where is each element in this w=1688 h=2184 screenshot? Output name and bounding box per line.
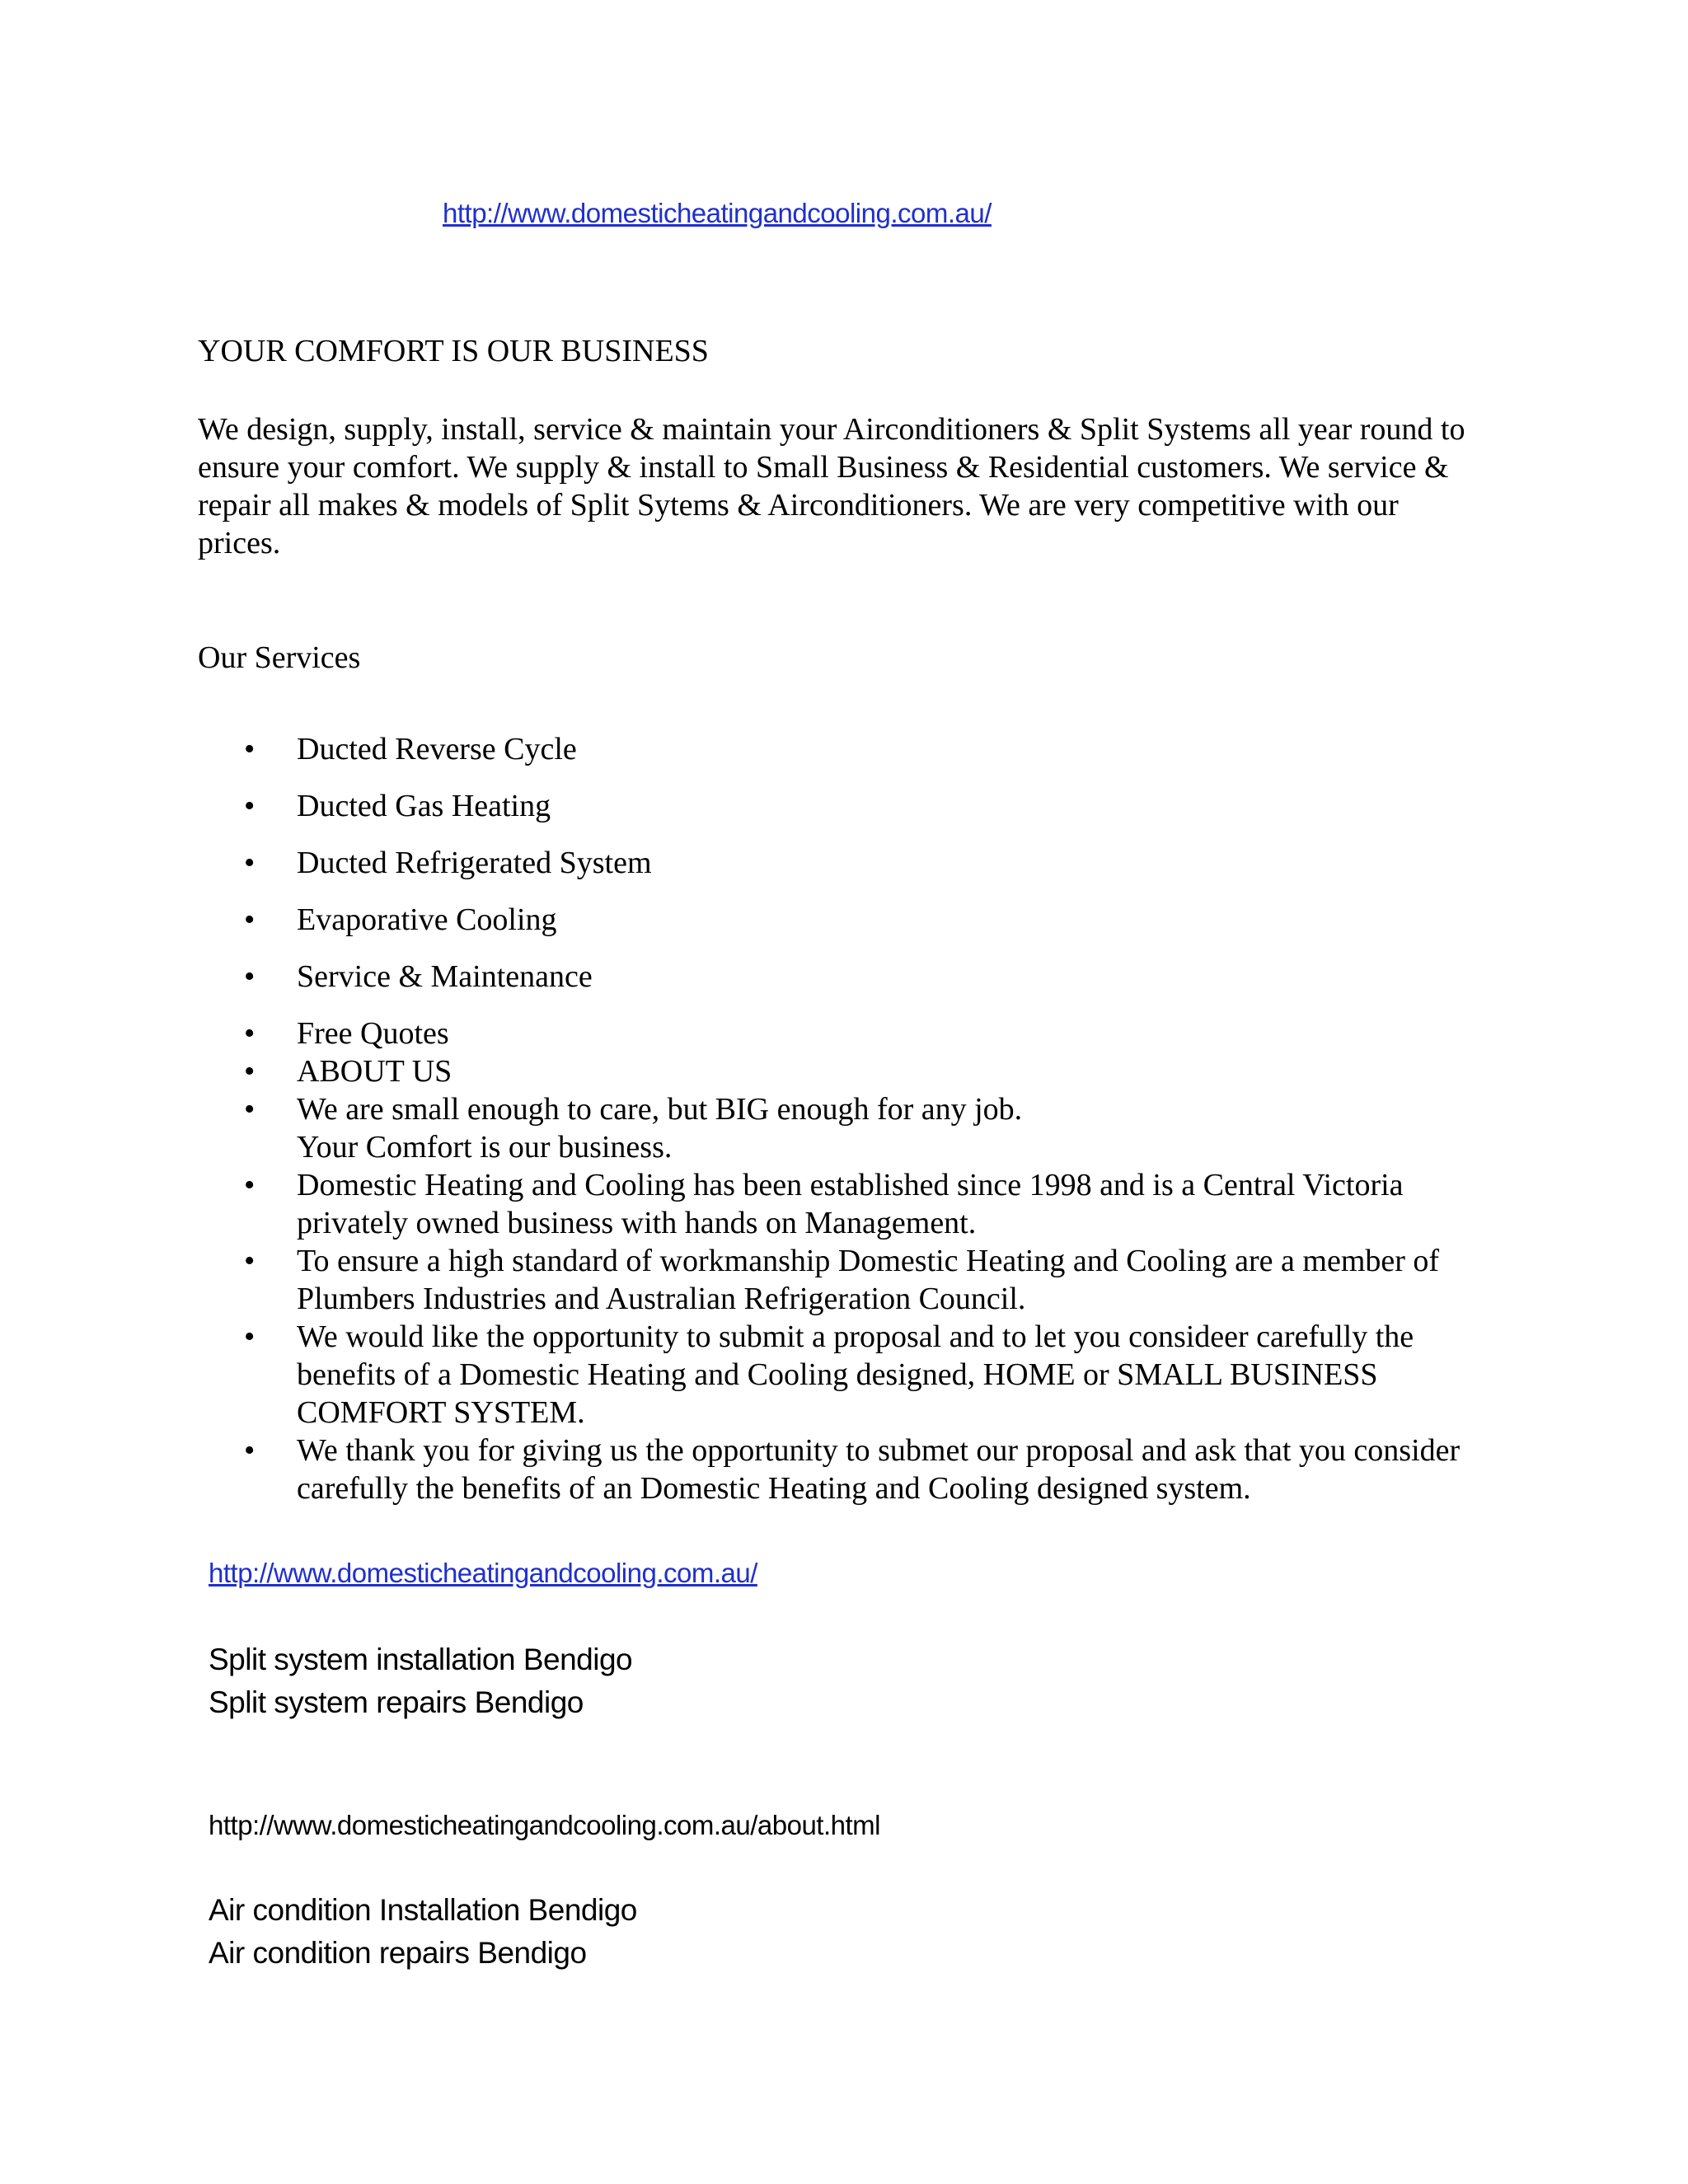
list-item — [198, 787, 1517, 825]
list-item — [198, 958, 1517, 996]
list-item-text: ABOUT US — [297, 1054, 452, 1089]
list-item-text: To ensure a high standard of workmanship Domestic Heating and Cooling are a member of Plumbers Industries and Australian Refrigeration Council. — [297, 1244, 1440, 1316]
bottom-website-link[interactable]: http://www.domesticheatingandcooling.com.au/ — [209, 1558, 757, 1588]
list-item-text: Ducted Gas Heating — [297, 789, 551, 823]
list-item-text: We would like the opportunity to submit a proposal and to let you consideer carefully the benefits of a Domestic Heating and Cooling designed, HOME or SMALL BUSINESS COMFORT SYSTEM. — [297, 1319, 1414, 1430]
list-item — [198, 901, 1517, 939]
list-item-text: Domestic Heating and Cooling has been established since 1998 and is a Central Victoria privately owned business with hands on Management. — [297, 1168, 1404, 1240]
list-item-text: Service & Maintenance — [297, 959, 593, 994]
services-heading: Our Services — [198, 640, 361, 675]
keyword-line: Split system repairs Bendigo — [209, 1685, 584, 1719]
list-item — [198, 1015, 1517, 1052]
split-keywords — [209, 1638, 632, 1724]
list-item — [198, 1432, 1517, 1507]
top-website-link[interactable]: http://www.domesticheatingandcooling.com.au/ — [443, 198, 992, 228]
about-url-text: http://www.domesticheatingandcooling.com.au/about.html — [209, 1810, 880, 1840]
air-keywords — [209, 1889, 637, 1975]
list-item — [198, 1166, 1517, 1242]
list-item-text: Ducted Reverse Cycle — [297, 732, 577, 766]
intro-paragraph: We design, supply, install, service & maintain your Airconditioners & Split Systems all year round to ensure your comfort. We supply & install to Small Business & Residential customers. We service & repair all makes & models of Split Sytems & Airconditioners. We are very competitive with our prices. — [198, 412, 1465, 560]
services-list — [198, 730, 1517, 1507]
list-item-text: Free Quotes — [297, 1016, 449, 1051]
comfort-line: Your Comfort is our business. — [297, 1130, 673, 1165]
list-item — [198, 1242, 1517, 1318]
keyword-line: Air condition repairs Bendigo — [209, 1936, 587, 1970]
list-item — [198, 1052, 1517, 1090]
list-item-text: We thank you for giving us the opportunity to submet our proposal and ask that you consider carefully the benefits of an Domestic Heating and Cooling designed system. — [297, 1433, 1461, 1506]
care-line: • We are small enough to care, but BIG enough for any job. — [297, 1092, 1023, 1127]
keyword-line: Split system installation Bendigo — [209, 1643, 633, 1676]
list-item-text: Evaporative Cooling — [297, 902, 557, 937]
keyword-line: Air condition Installation Bendigo — [209, 1893, 637, 1927]
list-item — [198, 1090, 1517, 1166]
list-item — [198, 1318, 1517, 1432]
headline: YOUR COMFORT IS OUR BUSINESS — [198, 334, 709, 368]
list-item-text: Ducted Refrigerated System — [297, 846, 652, 880]
list-item — [198, 730, 1517, 768]
list-item — [198, 844, 1517, 882]
